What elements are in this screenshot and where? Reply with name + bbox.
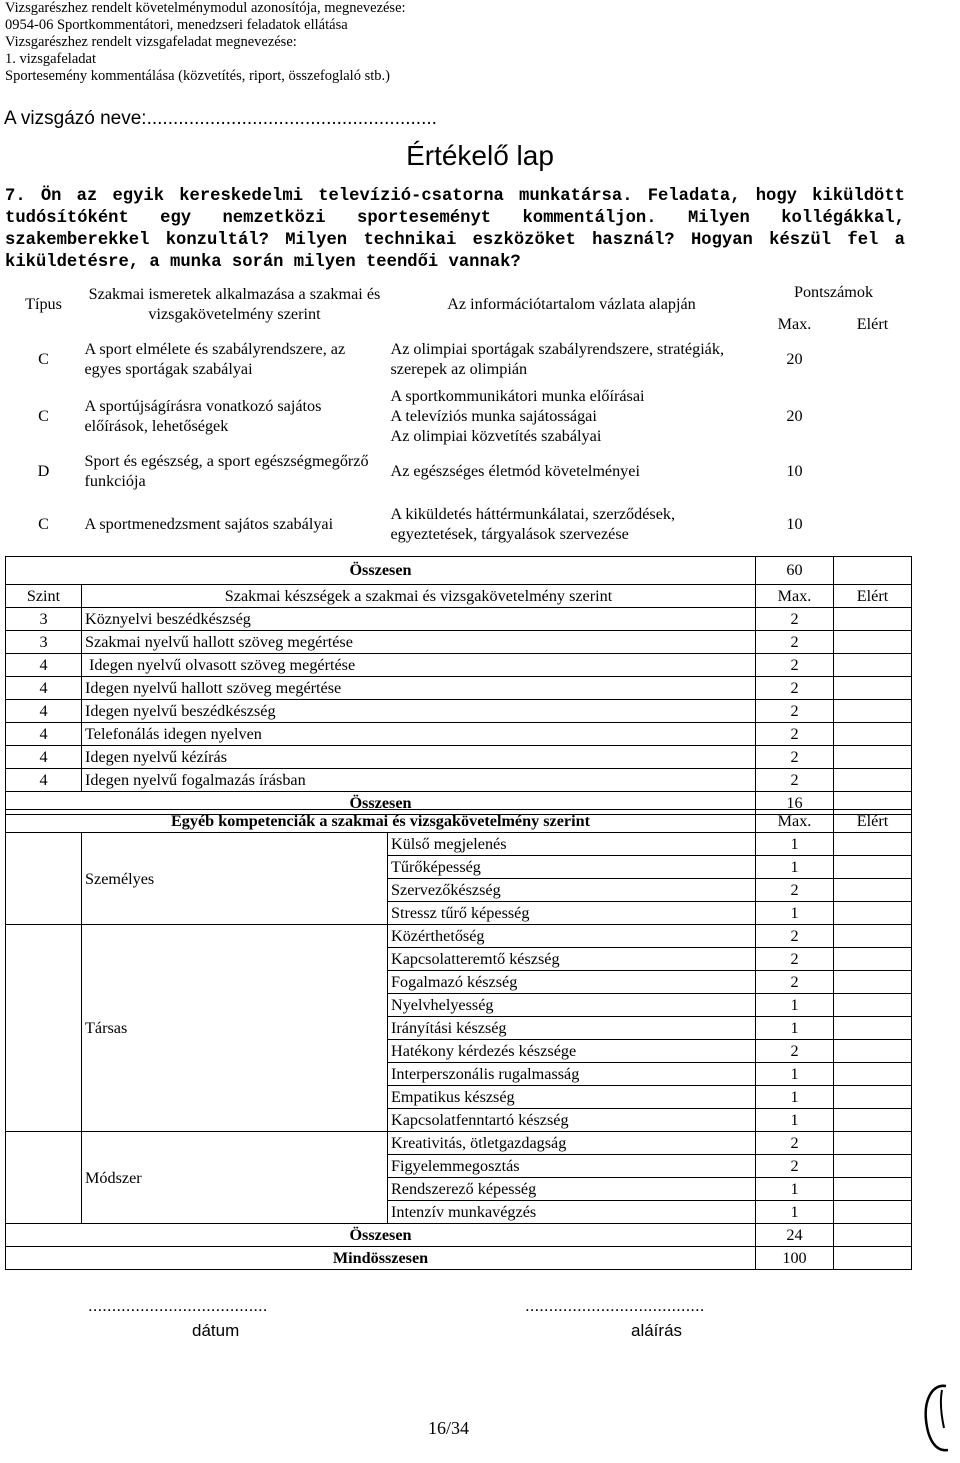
date-label: dátum xyxy=(192,1321,240,1340)
competence-achieved[interactable] xyxy=(834,925,912,948)
competence-name: Fogalmazó készség xyxy=(388,971,756,994)
header-line-1: Vizsgarészhez rendelt követelménymodul azonosítója, megnevezése: xyxy=(5,0,406,16)
skill-achieved[interactable] xyxy=(834,654,912,677)
competence-name: Tűrőképesség xyxy=(388,856,756,879)
skill-achieved[interactable] xyxy=(834,631,912,654)
handwritten-mark-icon xyxy=(918,1380,954,1456)
grand-total-value: 100 xyxy=(756,1247,834,1270)
row-knowledge: A sportmenedzsment sajátos szabályai xyxy=(84,514,334,533)
competences-total-row xyxy=(6,1224,912,1247)
competence-max: 1 xyxy=(756,994,834,1017)
competence-achieved[interactable] xyxy=(834,1155,912,1178)
skill-max: 2 xyxy=(756,654,834,677)
skill-max: 2 xyxy=(756,769,834,792)
competence-max: 1 xyxy=(756,1017,834,1040)
competence-achieved[interactable] xyxy=(834,1178,912,1201)
skill-level: 4 xyxy=(6,654,82,677)
competences-table xyxy=(5,809,912,1270)
competence-max: 1 xyxy=(756,902,834,925)
skill-level: 3 xyxy=(6,608,82,631)
skills-table xyxy=(5,584,912,815)
skills-total-label: Összesen xyxy=(6,792,756,815)
skill-level: 4 xyxy=(6,769,82,792)
row-max: 10 xyxy=(786,462,803,480)
competence-max: 2 xyxy=(756,925,834,948)
skill-row xyxy=(6,746,912,769)
competence-achieved[interactable] xyxy=(834,833,912,856)
competence-achieved[interactable] xyxy=(834,1086,912,1109)
row-info: A sportkommunikátori munka előírásai A televíziós munka sajátosságai Az olimpiai közvetítés szabályai xyxy=(390,387,645,445)
competence-name: Interperszonális rugalmasság xyxy=(388,1063,756,1086)
competence-name: Kreativitás, ötletgazdagság xyxy=(388,1132,756,1155)
competence-max: 1 xyxy=(756,1178,834,1201)
knowledge-row xyxy=(6,382,912,450)
competence-max: 1 xyxy=(756,856,834,879)
row-knowledge: A sportújságírásra vonatkozó sajátos előírások, lehetőségek xyxy=(84,397,322,435)
signature-line: ...................................... xyxy=(525,1296,705,1315)
grand-total-achieved[interactable] xyxy=(834,1247,912,1270)
row-max: 10 xyxy=(786,514,803,533)
competence-name: Intenzív munkavégzés xyxy=(388,1201,756,1224)
row-type: C xyxy=(38,350,49,368)
competences-header: Egyéb kompetenciák a szakmai és vizsgakövetelmény szerint xyxy=(6,810,756,833)
competences-total-value: 24 xyxy=(756,1224,834,1247)
competence-row xyxy=(6,1132,912,1155)
skill-name: Köznyelvi beszédkészség xyxy=(82,608,756,631)
competence-name: Nyelvhelyesség xyxy=(388,994,756,1017)
competence-achieved[interactable] xyxy=(834,856,912,879)
skill-achieved-header: Elért xyxy=(834,585,912,608)
skill-max: 2 xyxy=(756,723,834,746)
skill-row xyxy=(6,608,912,631)
competence-name: Közérthetőség xyxy=(388,925,756,948)
competence-name: Empatikus készség xyxy=(388,1086,756,1109)
competence-name: Figyelemmegosztás xyxy=(388,1155,756,1178)
skill-header: Szakmai készségek a szakmai és vizsgakövetelmény szerint xyxy=(82,585,756,608)
row-achieved[interactable] xyxy=(834,382,912,450)
skill-max: 2 xyxy=(756,746,834,769)
competence-name: Külső megjelenés xyxy=(388,833,756,856)
competence-name: Rendszerező képesség xyxy=(388,1178,756,1201)
skill-name: Szakmai nyelvű hallott szöveg megértése xyxy=(82,631,756,654)
skill-name: Idegen nyelvű kézírás xyxy=(82,746,756,769)
knowledge-total-achieved[interactable] xyxy=(834,556,912,584)
skill-max: 2 xyxy=(756,677,834,700)
header-line-3: Vizsgarészhez rendelt vizsgafeladat megnevezése: xyxy=(5,34,297,50)
row-max: 20 xyxy=(786,407,803,425)
competence-achieved[interactable] xyxy=(834,1109,912,1132)
candidate-name-field: A vizsgázó neve:....................................................... xyxy=(4,108,437,129)
competence-achieved-header: Elért xyxy=(834,810,912,833)
knowledge-header: Szakmai ismeretek alkalmazása a szakmai és vizsgakövetelmény szerint xyxy=(88,285,381,323)
knowledge-row xyxy=(6,492,912,556)
competence-name: Szervezőkészség xyxy=(388,879,756,902)
skill-achieved[interactable] xyxy=(834,746,912,769)
date-line: ...................................... xyxy=(88,1296,268,1315)
knowledge-row xyxy=(6,336,912,382)
skill-level: 4 xyxy=(6,700,82,723)
row-info: Az olimpiai sportágak szabályrendszere, stratégiák, szerepek az olimpián xyxy=(390,340,725,378)
competence-group-spacer xyxy=(6,925,82,1132)
document-header xyxy=(5,0,406,85)
competences-total-label: Összesen xyxy=(6,1224,756,1247)
skill-achieved[interactable] xyxy=(834,608,912,631)
skill-name: Idegen nyelvű beszédkészség xyxy=(82,700,756,723)
competence-max: 2 xyxy=(756,1155,834,1178)
competence-row xyxy=(6,925,912,948)
competence-max: 1 xyxy=(756,1086,834,1109)
competence-achieved[interactable] xyxy=(834,1132,912,1155)
type-header: Típus xyxy=(25,295,62,313)
knowledge-row xyxy=(6,450,912,492)
competence-achieved[interactable] xyxy=(834,1201,912,1224)
skill-max: 2 xyxy=(756,631,834,654)
row-type: C xyxy=(38,407,49,425)
competence-max: 1 xyxy=(756,1201,834,1224)
info-header: Az információtartalom vázlata alapján xyxy=(447,295,696,313)
competence-achieved[interactable] xyxy=(834,902,912,925)
points-header: Pontszámok xyxy=(793,283,874,301)
competence-max: 1 xyxy=(756,833,834,856)
grand-total-label: Mindösszesen xyxy=(6,1247,756,1270)
competence-group-spacer xyxy=(6,833,82,925)
exam-question: 7. Ön az egyik kereskedelmi televízió-csatorna munkatársa. Feladata, hogy kiküldött tudósítóként egy nemzetközi sporteseményt kommentáljon. Milyen kollégákkal, szakemberekkel konzultál? Milyen technikai eszközöket használ? Hogyan készül fel a kiküldetésre, a munka során milyen teendői vannak? xyxy=(5,187,905,272)
skills-total: 16 xyxy=(756,792,834,815)
skill-level: 4 xyxy=(6,746,82,769)
skill-row xyxy=(6,677,912,700)
skill-name: Telefonálás idegen nyelven xyxy=(82,723,756,746)
competence-max: 1 xyxy=(756,1063,834,1086)
grand-total-row xyxy=(6,1247,912,1270)
skill-max: 2 xyxy=(756,700,834,723)
row-type: C xyxy=(38,514,49,533)
signature-label: aláírás xyxy=(631,1321,683,1340)
skill-achieved[interactable] xyxy=(834,700,912,723)
knowledge-table xyxy=(5,272,912,585)
competence-max: 2 xyxy=(756,1132,834,1155)
competence-max: 2 xyxy=(756,879,834,902)
max-header: Max. xyxy=(777,315,812,333)
skill-level: 3 xyxy=(6,631,82,654)
competence-group-name: Módszer xyxy=(82,1132,388,1224)
row-achieved[interactable] xyxy=(834,336,912,382)
skill-row xyxy=(6,654,912,677)
competences-total-achieved[interactable] xyxy=(834,1224,912,1247)
skill-achieved[interactable] xyxy=(834,677,912,700)
row-achieved[interactable] xyxy=(834,450,912,492)
skill-max-header: Max. xyxy=(756,585,834,608)
competence-max: 1 xyxy=(756,1109,834,1132)
competence-max-header: Max. xyxy=(756,810,834,833)
competence-achieved[interactable] xyxy=(834,879,912,902)
competences-header-row xyxy=(6,810,912,833)
knowledge-total-label: Összesen xyxy=(6,556,756,584)
skill-name: Idegen nyelvű olvasott szöveg megértése xyxy=(82,654,756,677)
competence-group-name: Személyes xyxy=(82,833,388,925)
header-line-4: 1. vizsgafeladat xyxy=(5,51,96,67)
competence-max: 2 xyxy=(756,948,834,971)
achieved-header: Elért xyxy=(856,315,889,333)
competence-row xyxy=(6,833,912,856)
skill-name: Idegen nyelvű hallott szöveg megértése xyxy=(82,677,756,700)
row-knowledge: A sport elmélete és szabályrendszere, az egyes sportágak szabályai xyxy=(84,340,346,378)
skills-header-row xyxy=(6,585,912,608)
competence-achieved[interactable] xyxy=(834,1063,912,1086)
skill-achieved[interactable] xyxy=(834,723,912,746)
skill-row xyxy=(6,769,912,792)
skill-level: 4 xyxy=(6,677,82,700)
skill-achieved[interactable] xyxy=(834,769,912,792)
page-number: 16/34 xyxy=(428,1418,470,1438)
competence-max: 2 xyxy=(756,971,834,994)
header-line-2: 0954-06 Sportkommentátori, menedzseri feladatok ellátása xyxy=(5,17,348,33)
row-info: A kiküldetés háttérmunkálatai, szerződések, egyeztetések, tárgyalások szervezése xyxy=(390,504,676,543)
level-header: Szint xyxy=(6,585,82,608)
competence-achieved[interactable] xyxy=(834,948,912,971)
skill-max: 2 xyxy=(756,608,834,631)
competence-name: Irányítási készség xyxy=(388,1017,756,1040)
skill-level: 4 xyxy=(6,723,82,746)
skill-row xyxy=(6,723,912,746)
row-achieved[interactable] xyxy=(834,492,912,556)
row-max: 20 xyxy=(786,350,803,368)
competence-achieved[interactable] xyxy=(834,994,912,1017)
competence-group-name: Társas xyxy=(82,925,388,1132)
row-info: Az egészséges életmód követelményei xyxy=(390,462,640,480)
skill-row xyxy=(6,700,912,723)
row-knowledge: Sport és egészség, a sport egészségmegőrző funkciója xyxy=(84,452,369,490)
competence-max: 2 xyxy=(756,1040,834,1063)
row-type: D xyxy=(37,462,50,480)
header-line-5: Sportesemény kommentálása (közvetítés, riport, összefoglaló stb.) xyxy=(5,68,390,84)
competence-name: Kapcsolatteremtő készség xyxy=(388,948,756,971)
competence-name: Kapcsolatfenntartó készség xyxy=(388,1109,756,1132)
competence-achieved[interactable] xyxy=(834,1040,912,1063)
competence-achieved[interactable] xyxy=(834,1017,912,1040)
competence-name: Stressz tűrő képesség xyxy=(388,902,756,925)
knowledge-total: 60 xyxy=(756,556,834,584)
competence-name: Hatékony kérdezés készsége xyxy=(388,1040,756,1063)
competence-achieved[interactable] xyxy=(834,971,912,994)
skill-row xyxy=(6,631,912,654)
competence-group-spacer xyxy=(6,1132,82,1224)
skill-name: Idegen nyelvű fogalmazás írásban xyxy=(82,769,756,792)
knowledge-total-row xyxy=(6,556,912,584)
page-title: Értékelő lap xyxy=(406,140,554,171)
